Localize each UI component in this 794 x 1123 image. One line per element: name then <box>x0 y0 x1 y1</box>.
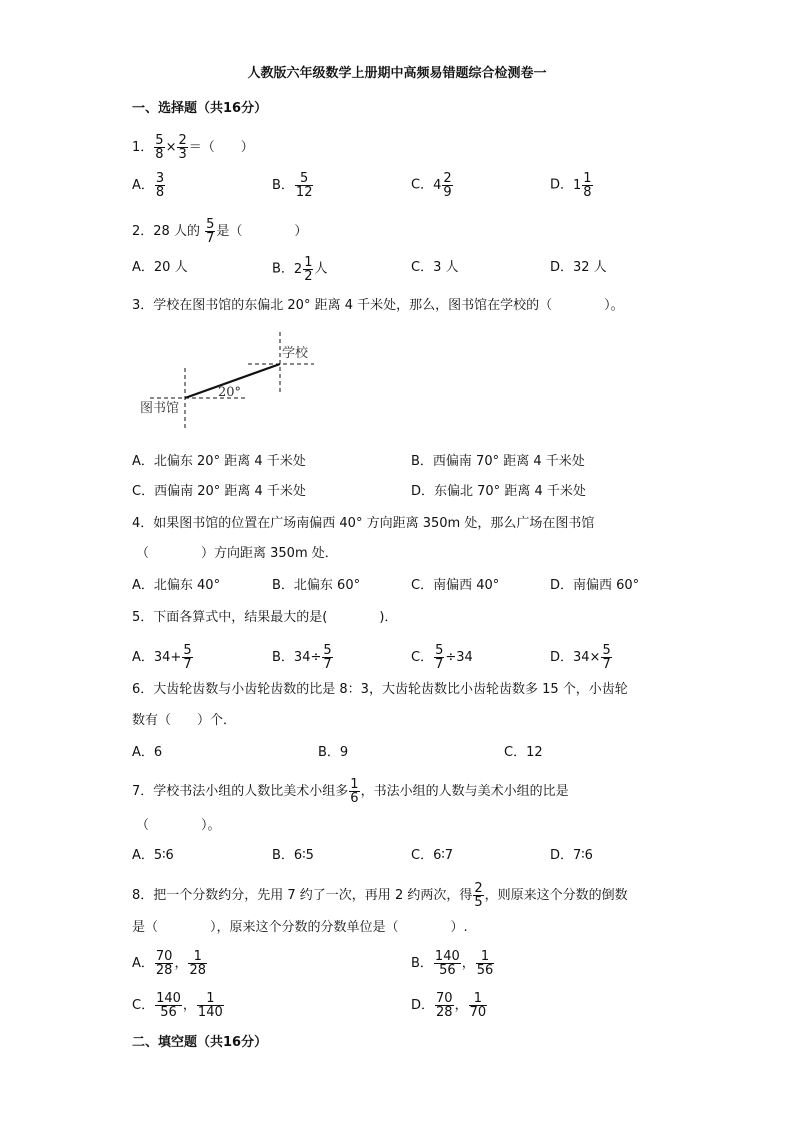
fraction: $\frac{5}{8}$ <box>155 133 164 162</box>
q3-option-b[interactable]: B．西偏南 70° 距离 4 千米处 <box>411 454 585 469</box>
q8-option-a[interactable]: A． $\frac{70}{28}$ ， $\frac{1}{28}$ <box>132 949 207 978</box>
section-heading-fill: 二、填空题（共16分） <box>132 1035 268 1050</box>
question-6-line-1: 6．大齿轮齿数与小齿轮齿数的比是 8：3，大齿轮齿数比小齿轮齿数多 15 个，小齿轮 <box>132 682 628 697</box>
q7-option-a[interactable]: A．5∶6 <box>132 848 174 863</box>
angle-label: 20° <box>218 385 242 400</box>
school-label: 学校 <box>282 346 309 361</box>
q8-option-b[interactable]: B． $\frac{140}{56}$ ， $\frac{1}{56}$ <box>411 949 494 978</box>
question-2: 2．28 人的 $\frac{5}{7}$ 是（ ） <box>132 217 308 246</box>
q1-option-c[interactable]: C． 4 $\frac{2}{9}$ <box>411 171 452 200</box>
direction-diagram <box>138 330 318 430</box>
fraction: $\frac{2}{3}$ <box>178 133 187 162</box>
page-title: 人教版六年级数学上册期中高频易错题综合检测卷一 <box>247 66 547 81</box>
question-1: 1． $\frac{5}{8}$ × $\frac{2}{3}$ ＝（ ） <box>132 133 254 162</box>
q2-option-d[interactable]: D．32 人 <box>550 260 607 275</box>
question-7-line-1: 7．学校书法小组的人数比美术小组多 $\frac{1}{6}$ ，书法小组的人数与美术小组的比是 <box>132 777 569 806</box>
q5-option-d[interactable]: D．34× $\frac{5}{7}$ <box>550 643 611 672</box>
question-8-line-2: 是（ ），原来这个分数的分数单位是（ ）. <box>132 920 468 935</box>
question-5: 5．下面各算式中，结果最大的是( )． <box>132 610 398 625</box>
q4-option-b[interactable]: B．北偏东 60° <box>272 578 361 593</box>
q3-option-d[interactable]: D．东偏北 70° 距离 4 千米处 <box>411 484 586 499</box>
q6-option-c[interactable]: C．12 <box>504 745 543 760</box>
q4-option-c[interactable]: C．南偏西 40° <box>411 578 500 593</box>
q5-option-b[interactable]: B．34÷ $\frac{5}{7}$ <box>272 643 332 672</box>
question-4-line-2: （ ）方向距离 350m 处． <box>136 546 338 561</box>
q7-option-b[interactable]: B．6∶5 <box>272 848 314 863</box>
question-8-line-1: 8．把一个分数约分，先用 7 约了一次，再用 2 约两次，得 $\frac{2}{5}$ ，则原来这个分数的倒数 <box>132 881 628 910</box>
q3-option-c[interactable]: C．西偏南 20° 距离 4 千米处 <box>132 484 306 499</box>
q2-option-c[interactable]: C．3 人 <box>411 260 459 275</box>
q1-option-a[interactable]: A． $\frac{3}{8}$ <box>132 171 165 200</box>
q8-option-d[interactable]: D． $\frac{70}{28}$ ， $\frac{1}{70}$ <box>411 991 487 1020</box>
question-6-line-2: 数有（ ）个． <box>132 713 237 728</box>
q4-option-a[interactable]: A．北偏东 40° <box>132 578 221 593</box>
q6-option-b[interactable]: B．9 <box>318 745 349 760</box>
q2-option-b[interactable]: B． 2 $\frac{1}{2}$ 人 <box>272 255 328 284</box>
q4-option-d[interactable]: D．南偏西 60° <box>550 578 640 593</box>
q3-option-a[interactable]: A．北偏东 20° 距离 4 千米处 <box>132 454 306 469</box>
question-7-line-2: （ ）。 <box>136 818 221 833</box>
q1-option-b[interactable]: B． $\frac{5}{12}$ <box>272 171 313 200</box>
q8-option-c[interactable]: C． $\frac{140}{56}$ ， $\frac{1}{140}$ <box>132 991 223 1020</box>
q6-option-a[interactable]: A．6 <box>132 745 163 760</box>
q2-option-a[interactable]: A．20 人 <box>132 260 188 275</box>
section-heading-choice: 一、选择题（共16分） <box>132 101 268 116</box>
q7-option-d[interactable]: D．7∶6 <box>550 848 593 863</box>
library-label: 图书馆 <box>140 401 180 416</box>
q1-option-d[interactable]: D． 1 $\frac{1}{8}$ <box>550 171 592 200</box>
q7-option-c[interactable]: C．6∶7 <box>411 848 454 863</box>
question-4-line-1: 4．如果图书馆的位置在广场南偏西 40° 方向距离 350m 处，那么广场在图书馆 <box>132 516 595 531</box>
q5-option-c[interactable]: C． $\frac{5}{7}$ ÷34 <box>411 643 473 672</box>
q5-option-a[interactable]: A．34+ $\frac{5}{7}$ <box>132 643 192 672</box>
question-3: 3．学校在图书馆的东偏北 20° 距离 4 千米处，那么，图书馆在学校的（ ）。 <box>132 298 624 313</box>
